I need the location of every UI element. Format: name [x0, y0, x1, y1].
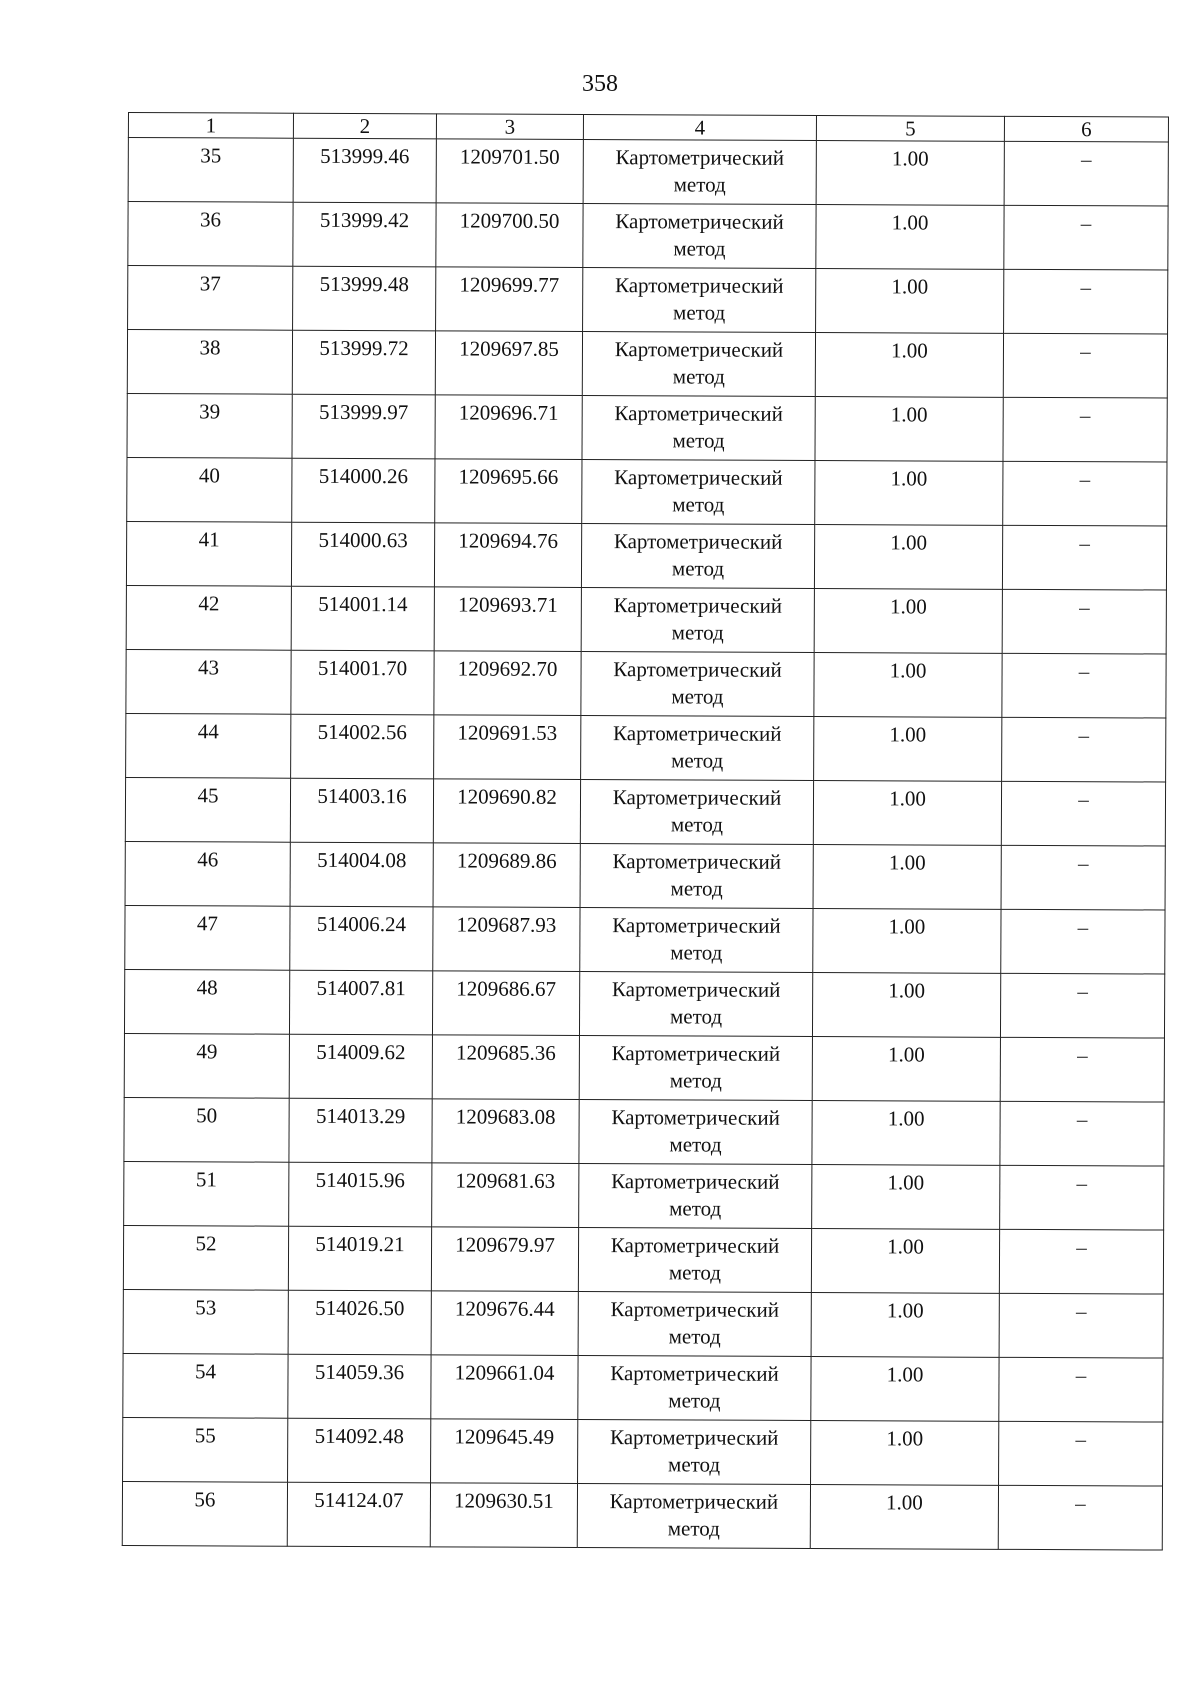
- point-number-cell: 42: [126, 585, 291, 650]
- method-cell: Картометрический метод: [580, 779, 813, 844]
- x-coordinate-cell: 514092.48: [288, 1418, 431, 1483]
- note-cell: –: [999, 1229, 1163, 1294]
- note-cell: –: [1002, 525, 1166, 590]
- accuracy-cell: 1.00: [812, 1164, 1000, 1229]
- method-cell: Картометрический метод: [579, 1099, 812, 1164]
- point-number-cell: 53: [123, 1289, 288, 1354]
- accuracy-cell: 1.00: [812, 1036, 1000, 1101]
- y-coordinate-cell: 1209676.44: [431, 1291, 578, 1356]
- x-coordinate-cell: 514001.14: [291, 586, 434, 651]
- accuracy-cell: 1.00: [811, 1356, 999, 1421]
- table-row: [126, 521, 1166, 590]
- accuracy-cell: 1.00: [816, 205, 1004, 270]
- point-number-cell: 39: [127, 393, 292, 458]
- note-cell: –: [999, 1293, 1163, 1358]
- method-cell: Картометрический метод: [577, 1483, 810, 1548]
- table-row: [123, 1417, 1163, 1486]
- y-coordinate-cell: 1209692.70: [434, 651, 581, 716]
- coordinates-table: [122, 112, 1169, 1551]
- point-number-cell: 44: [126, 713, 291, 778]
- y-coordinate-cell: 1209693.71: [434, 587, 581, 652]
- x-coordinate-cell: 513999.48: [293, 266, 436, 331]
- table-row: [124, 969, 1164, 1038]
- note-cell: –: [1004, 205, 1168, 270]
- x-coordinate-cell: 514002.56: [291, 714, 434, 779]
- table-row: [122, 1481, 1162, 1550]
- accuracy-cell: 1.00: [816, 269, 1004, 334]
- y-coordinate-cell: 1209645.49: [431, 1419, 578, 1484]
- table-row: [126, 649, 1166, 718]
- point-number-cell: 36: [128, 202, 293, 267]
- accuracy-cell: 1.00: [811, 1228, 999, 1293]
- x-coordinate-cell: 514000.26: [292, 458, 435, 523]
- y-coordinate-cell: 1209687.93: [433, 907, 580, 972]
- y-coordinate-cell: 1209685.36: [432, 1035, 579, 1100]
- y-coordinate-cell: 1209697.85: [435, 331, 582, 396]
- x-coordinate-cell: 514019.21: [288, 1226, 431, 1291]
- method-cell: Картометрический метод: [581, 715, 814, 780]
- method-cell: Картометрический метод: [583, 203, 816, 268]
- page-number: 358: [582, 71, 618, 97]
- note-cell: –: [1000, 1165, 1164, 1230]
- column-header-5: 5: [816, 116, 1004, 142]
- table-row: [123, 1289, 1163, 1358]
- accuracy-cell: 1.00: [811, 1292, 999, 1357]
- column-header-2: 2: [293, 113, 436, 139]
- note-cell: –: [1001, 781, 1165, 846]
- x-coordinate-cell: 513999.42: [293, 202, 436, 267]
- accuracy-cell: 1.00: [814, 588, 1002, 653]
- method-cell: Картометрический метод: [580, 843, 813, 908]
- method-cell: Картометрический метод: [583, 139, 816, 204]
- y-coordinate-cell: 1209701.50: [436, 139, 583, 204]
- method-cell: Картометрический метод: [578, 1227, 811, 1292]
- method-cell: Картометрический метод: [578, 1291, 811, 1356]
- note-cell: –: [1002, 653, 1166, 718]
- accuracy-cell: 1.00: [815, 397, 1003, 462]
- note-cell: –: [1002, 589, 1166, 654]
- method-cell: Картометрический метод: [580, 907, 813, 972]
- point-number-cell: 49: [124, 1033, 289, 1098]
- point-number-cell: 35: [128, 138, 293, 203]
- point-number-cell: 41: [126, 521, 291, 586]
- x-coordinate-cell: 514059.36: [288, 1354, 431, 1419]
- y-coordinate-cell: 1209694.76: [434, 523, 581, 588]
- table-row: [123, 1225, 1163, 1294]
- accuracy-cell: 1.00: [813, 780, 1001, 845]
- accuracy-cell: 1.00: [814, 525, 1002, 590]
- table-row: [125, 905, 1165, 974]
- accuracy-cell: 1.00: [811, 1420, 999, 1485]
- x-coordinate-cell: 514001.70: [291, 650, 434, 715]
- x-coordinate-cell: 513999.97: [292, 394, 435, 459]
- point-number-cell: 37: [128, 266, 293, 331]
- table-row: [125, 841, 1165, 910]
- note-cell: –: [998, 1485, 1162, 1550]
- note-cell: –: [1002, 717, 1166, 782]
- method-cell: Картометрический метод: [581, 523, 814, 588]
- table-row: [126, 713, 1166, 782]
- accuracy-cell: 1.00: [813, 844, 1001, 909]
- note-cell: –: [1000, 973, 1164, 1038]
- x-coordinate-cell: 514026.50: [288, 1290, 431, 1355]
- accuracy-cell: 1.00: [815, 461, 1003, 526]
- accuracy-cell: 1.00: [810, 1484, 998, 1549]
- point-number-cell: 52: [123, 1225, 288, 1290]
- y-coordinate-cell: 1209686.67: [432, 971, 579, 1036]
- method-cell: Картометрический метод: [579, 1035, 812, 1100]
- method-cell: Картометрический метод: [578, 1419, 811, 1484]
- note-cell: –: [1003, 333, 1167, 398]
- method-cell: Картометрический метод: [581, 587, 814, 652]
- note-cell: –: [1003, 461, 1167, 526]
- x-coordinate-cell: 514006.24: [290, 906, 433, 971]
- point-number-cell: 46: [125, 841, 290, 906]
- note-cell: –: [1001, 845, 1165, 910]
- y-coordinate-cell: 1209679.97: [431, 1227, 578, 1292]
- y-coordinate-cell: 1209691.53: [434, 715, 581, 780]
- point-number-cell: 48: [124, 969, 289, 1034]
- x-coordinate-cell: 513999.72: [292, 330, 435, 395]
- point-number-cell: 50: [124, 1097, 289, 1162]
- y-coordinate-cell: 1209683.08: [432, 1099, 579, 1164]
- x-coordinate-cell: 513999.46: [293, 138, 436, 203]
- accuracy-cell: 1.00: [812, 972, 1000, 1037]
- point-number-cell: 45: [125, 777, 290, 842]
- column-header-3: 3: [436, 114, 583, 140]
- table-row: [128, 202, 1168, 271]
- y-coordinate-cell: 1209696.71: [435, 395, 582, 460]
- point-number-cell: 47: [125, 905, 290, 970]
- y-coordinate-cell: 1209661.04: [431, 1355, 578, 1420]
- column-header-4: 4: [583, 114, 816, 140]
- y-coordinate-cell: 1209695.66: [435, 459, 582, 524]
- table-row: [125, 777, 1165, 846]
- table-row: [127, 393, 1167, 462]
- point-number-cell: 38: [127, 330, 292, 395]
- accuracy-cell: 1.00: [814, 716, 1002, 781]
- x-coordinate-cell: 514009.62: [289, 1034, 432, 1099]
- point-number-cell: 55: [123, 1417, 288, 1482]
- accuracy-cell: 1.00: [816, 141, 1004, 206]
- table-row: [126, 585, 1166, 654]
- method-cell: Картометрический метод: [582, 459, 815, 524]
- y-coordinate-cell: 1209681.63: [432, 1163, 579, 1228]
- x-coordinate-cell: 514124.07: [287, 1482, 430, 1547]
- note-cell: –: [1001, 909, 1165, 974]
- y-coordinate-cell: 1209699.77: [436, 267, 583, 332]
- table-row: [124, 1161, 1164, 1230]
- table-row: [123, 1353, 1163, 1422]
- accuracy-cell: 1.00: [813, 908, 1001, 973]
- table-row: [124, 1097, 1164, 1166]
- y-coordinate-cell: 1209690.82: [433, 779, 580, 844]
- point-number-cell: 40: [127, 457, 292, 522]
- note-cell: –: [999, 1421, 1163, 1486]
- x-coordinate-cell: 514007.81: [289, 970, 432, 1035]
- table-row: [124, 1033, 1164, 1102]
- note-cell: –: [1003, 397, 1167, 462]
- method-cell: Картометрический метод: [579, 1163, 812, 1228]
- accuracy-cell: 1.00: [814, 652, 1002, 717]
- table-body: [122, 138, 1168, 1551]
- note-cell: –: [1004, 141, 1168, 206]
- method-cell: Картометрический метод: [583, 267, 816, 332]
- method-cell: Картометрический метод: [581, 651, 814, 716]
- accuracy-cell: 1.00: [812, 1100, 1000, 1165]
- method-cell: Картометрический метод: [579, 971, 812, 1036]
- x-coordinate-cell: 514015.96: [289, 1162, 432, 1227]
- point-number-cell: 51: [124, 1161, 289, 1226]
- y-coordinate-cell: 1209700.50: [436, 203, 583, 268]
- table-row: [127, 330, 1167, 399]
- note-cell: –: [1000, 1101, 1164, 1166]
- x-coordinate-cell: 514000.63: [291, 522, 434, 587]
- table-row: [127, 457, 1167, 526]
- point-number-cell: 54: [123, 1353, 288, 1418]
- method-cell: Картометрический метод: [582, 331, 815, 396]
- note-cell: –: [1000, 1037, 1164, 1102]
- note-cell: –: [1004, 269, 1168, 334]
- accuracy-cell: 1.00: [815, 333, 1003, 398]
- x-coordinate-cell: 514004.08: [290, 842, 433, 907]
- point-number-cell: 43: [126, 649, 291, 714]
- method-cell: Картометрический метод: [578, 1355, 811, 1420]
- x-coordinate-cell: 514003.16: [290, 778, 433, 843]
- y-coordinate-cell: 1209689.86: [433, 843, 580, 908]
- note-cell: –: [999, 1357, 1163, 1422]
- table-row: [128, 138, 1168, 207]
- x-coordinate-cell: 514013.29: [289, 1098, 432, 1163]
- column-header-6: 6: [1004, 116, 1168, 142]
- method-cell: Картометрический метод: [582, 395, 815, 460]
- table-row: [128, 266, 1168, 335]
- point-number-cell: 56: [122, 1481, 287, 1546]
- y-coordinate-cell: 1209630.51: [430, 1483, 577, 1548]
- column-header-1: 1: [128, 113, 293, 139]
